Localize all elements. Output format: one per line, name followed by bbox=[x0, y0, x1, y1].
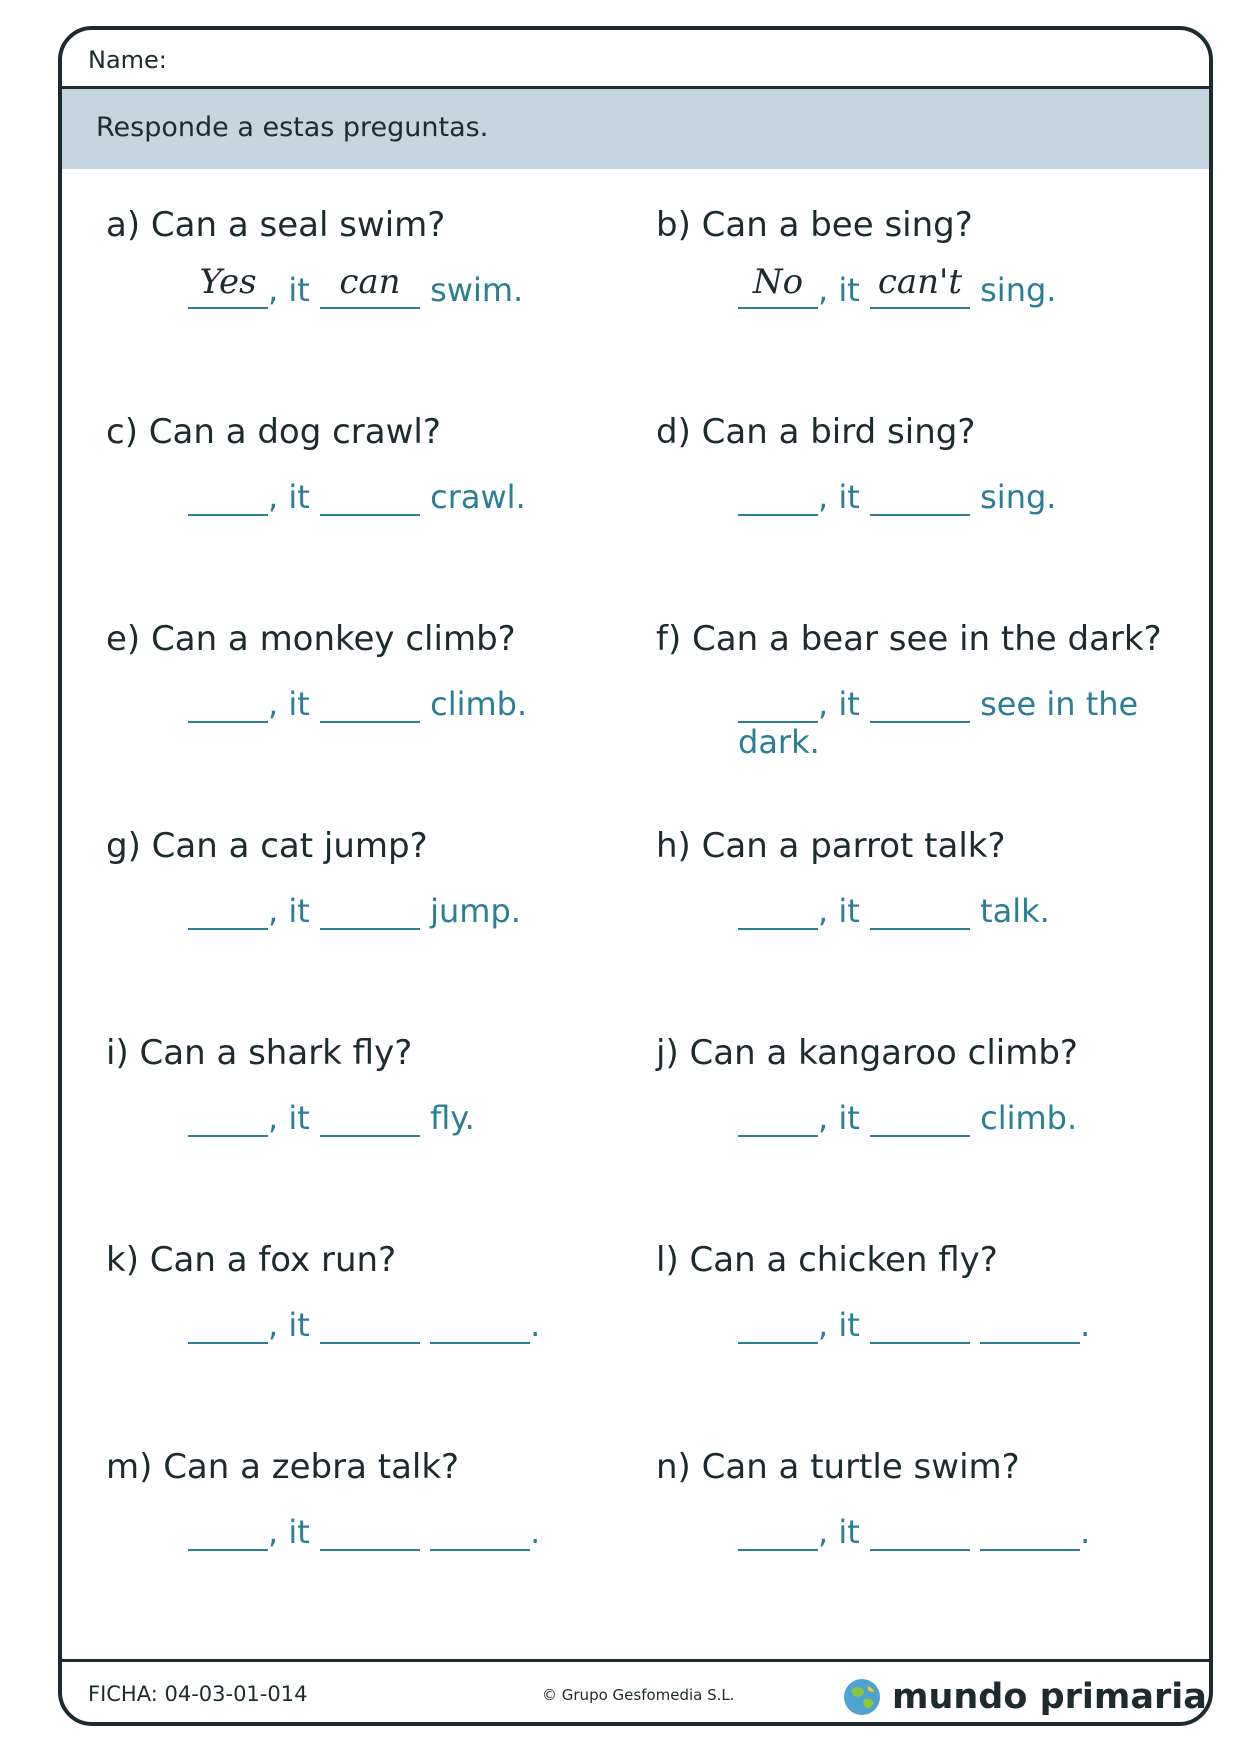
answer-line bbox=[188, 892, 648, 930]
question-j bbox=[656, 1033, 1196, 1223]
answer-blank-1[interactable] bbox=[188, 262, 268, 309]
question-text: l) Can a chicken fly? bbox=[656, 1240, 998, 1280]
question-l bbox=[656, 1240, 1196, 1430]
worksheet bbox=[58, 26, 1213, 1726]
answer-verb: swim. bbox=[430, 271, 524, 309]
answer-blank-2[interactable] bbox=[870, 1513, 970, 1551]
answer-blank-1[interactable] bbox=[188, 1513, 268, 1551]
question-text: n) Can a turtle swim? bbox=[656, 1447, 1020, 1487]
footer-divider bbox=[62, 1659, 1209, 1662]
answer-verb: jump. bbox=[430, 892, 521, 930]
answer-verb: climb. bbox=[980, 1099, 1078, 1137]
handwritten-answer: can bbox=[339, 262, 401, 302]
answer-blank-1[interactable] bbox=[738, 478, 818, 516]
question-d bbox=[656, 412, 1196, 602]
answer-separator: , it bbox=[268, 271, 310, 309]
answer-blank-1[interactable] bbox=[188, 1306, 268, 1344]
answer-separator: , it bbox=[818, 271, 860, 309]
handwritten-answer: No bbox=[752, 262, 804, 302]
answer-end: . bbox=[1080, 1513, 1091, 1551]
question-k bbox=[106, 1240, 646, 1430]
answer-line bbox=[188, 478, 648, 516]
answer-verb: crawl. bbox=[430, 478, 526, 516]
answer-end: . bbox=[530, 1306, 541, 1344]
question-text: f) Can a bear see in the dark? bbox=[656, 619, 1162, 659]
question-text: b) Can a bee sing? bbox=[656, 205, 973, 245]
name-row bbox=[62, 30, 1209, 89]
answer-line bbox=[738, 892, 1198, 930]
answer-line bbox=[738, 1513, 1198, 1551]
answer-blank-1[interactable] bbox=[738, 1306, 818, 1344]
answer-blank-1[interactable] bbox=[738, 262, 818, 309]
question-a bbox=[106, 205, 646, 395]
answer-separator: , it bbox=[818, 1099, 860, 1137]
answer-blank-1[interactable] bbox=[738, 685, 818, 723]
answer-blank-2[interactable] bbox=[870, 262, 970, 309]
answer-blank-1[interactable] bbox=[188, 1099, 268, 1137]
answer-blank-2[interactable] bbox=[320, 262, 420, 309]
answer-blank-2[interactable] bbox=[320, 892, 420, 930]
handwritten-answer: Yes bbox=[199, 262, 257, 302]
answer-blank-1[interactable] bbox=[188, 892, 268, 930]
question-text: m) Can a zebra talk? bbox=[106, 1447, 460, 1487]
answer-line bbox=[738, 262, 1198, 309]
answer-separator: , it bbox=[818, 892, 860, 930]
answer-blank-3[interactable] bbox=[980, 1513, 1080, 1551]
answer-separator: , it bbox=[268, 1099, 310, 1137]
answer-separator: , it bbox=[818, 1513, 860, 1551]
handwritten-answer: can't bbox=[877, 262, 963, 302]
answer-verb: climb. bbox=[430, 685, 528, 723]
answer-separator: , it bbox=[818, 1306, 860, 1344]
worksheet-code: FICHA: 04-03-01-014 bbox=[88, 1682, 308, 1706]
answer-blank-3[interactable] bbox=[430, 1306, 530, 1344]
answer-blank-1[interactable] bbox=[738, 892, 818, 930]
question-c bbox=[106, 412, 646, 602]
answer-line bbox=[188, 1306, 648, 1344]
answer-separator: , it bbox=[818, 685, 860, 723]
answer-blank-1[interactable] bbox=[738, 1099, 818, 1137]
answer-line bbox=[188, 262, 648, 309]
answer-blank-2[interactable] bbox=[870, 1099, 970, 1137]
question-text: j) Can a kangaroo climb? bbox=[656, 1033, 1078, 1073]
answer-separator: , it bbox=[268, 1513, 310, 1551]
answer-verb: sing. bbox=[980, 271, 1057, 309]
answer-blank-2[interactable] bbox=[320, 1513, 420, 1551]
question-text: h) Can a parrot talk? bbox=[656, 826, 1006, 866]
answer-separator: , it bbox=[268, 892, 310, 930]
answer-separator: , it bbox=[268, 685, 310, 723]
answer-blank-1[interactable] bbox=[188, 685, 268, 723]
answer-verb: sing. bbox=[980, 478, 1057, 516]
answer-blank-1[interactable] bbox=[188, 478, 268, 516]
answer-blank-2[interactable] bbox=[320, 478, 420, 516]
question-text: k) Can a fox run? bbox=[106, 1240, 397, 1280]
instruction-text: Responde a estas preguntas. bbox=[96, 112, 489, 143]
answer-separator: , it bbox=[818, 478, 860, 516]
question-g bbox=[106, 826, 646, 1016]
question-f bbox=[656, 619, 1196, 809]
answer-blank-1[interactable] bbox=[738, 1513, 818, 1551]
answer-line bbox=[738, 685, 1198, 761]
question-h bbox=[656, 826, 1196, 1016]
question-e bbox=[106, 619, 646, 809]
brand-name: mundo primaria bbox=[892, 1677, 1207, 1717]
question-text: i) Can a shark fly? bbox=[106, 1033, 413, 1073]
answer-blank-2[interactable] bbox=[320, 1306, 420, 1344]
answer-end: . bbox=[530, 1513, 541, 1551]
answer-blank-3[interactable] bbox=[430, 1513, 530, 1551]
answer-verb: talk. bbox=[980, 892, 1050, 930]
answer-line bbox=[188, 1099, 648, 1137]
question-b bbox=[656, 205, 1196, 395]
answer-blank-3[interactable] bbox=[980, 1306, 1080, 1344]
answer-line bbox=[188, 1513, 648, 1551]
answer-verb: fly. bbox=[430, 1099, 475, 1137]
question-n bbox=[656, 1447, 1196, 1637]
question-text: c) Can a dog crawl? bbox=[106, 412, 441, 452]
answer-blank-2[interactable] bbox=[870, 1306, 970, 1344]
answer-separator: , it bbox=[268, 1306, 310, 1344]
question-m bbox=[106, 1447, 646, 1637]
answer-line bbox=[738, 1099, 1198, 1137]
answer-line bbox=[738, 478, 1198, 516]
answer-separator: , it bbox=[268, 478, 310, 516]
answer-blank-2[interactable] bbox=[320, 685, 420, 723]
answer-blank-2[interactable] bbox=[870, 892, 970, 930]
question-text: d) Can a bird sing? bbox=[656, 412, 976, 452]
question-i bbox=[106, 1033, 646, 1223]
answer-line bbox=[188, 685, 648, 723]
copyright-text: © Grupo Gesfomedia S.L. bbox=[542, 1686, 735, 1704]
answer-verb: see in the dark. bbox=[738, 685, 1139, 761]
instruction-band bbox=[62, 89, 1209, 169]
name-label: Name: bbox=[88, 46, 167, 74]
question-text: e) Can a monkey climb? bbox=[106, 619, 516, 659]
brand-logo bbox=[842, 1672, 1207, 1722]
answer-line bbox=[738, 1306, 1198, 1344]
answer-blank-2[interactable] bbox=[870, 685, 970, 723]
globe-icon bbox=[842, 1677, 882, 1717]
question-text: g) Can a cat jump? bbox=[106, 826, 428, 866]
answer-blank-2[interactable] bbox=[320, 1099, 420, 1137]
answer-blank-2[interactable] bbox=[870, 478, 970, 516]
answer-end: . bbox=[1080, 1306, 1091, 1344]
question-text: a) Can a seal swim? bbox=[106, 205, 446, 245]
